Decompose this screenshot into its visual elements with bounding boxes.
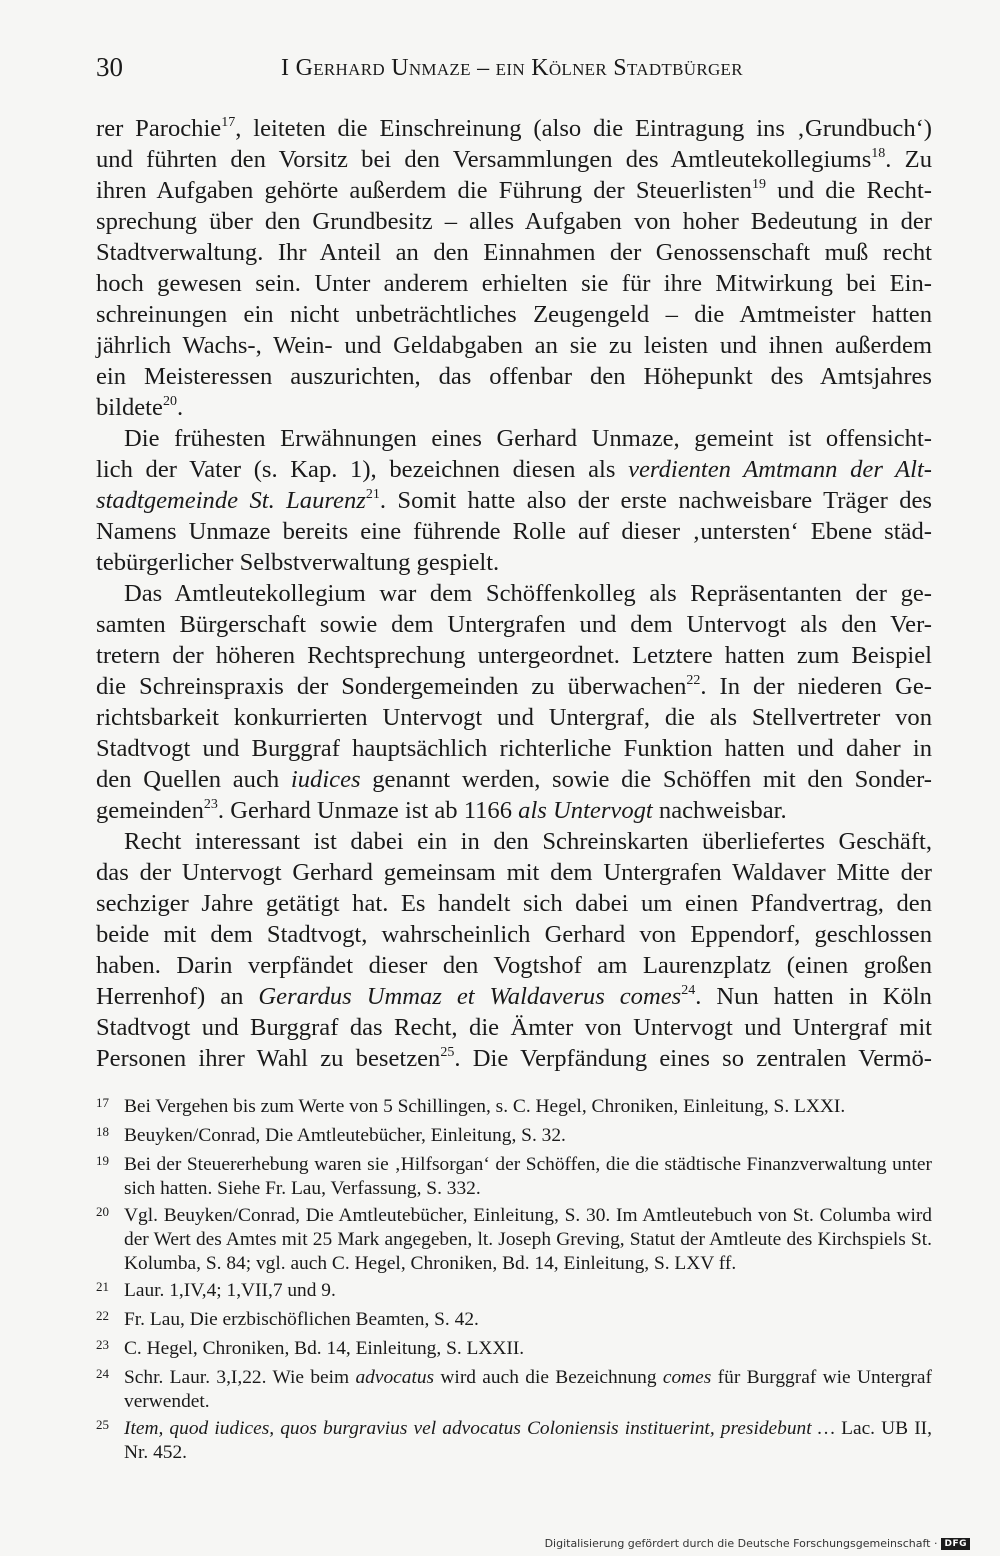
footnote-reference: 21 xyxy=(365,487,380,502)
text-line: ein Meisteressen auszurichten, das offenbar den Höhepunkt des Amtsjahres xyxy=(96,363,932,390)
text-line: gemeinden$^{23}$. Gerhard Unmaze ist ab 1166 als Untervogt nachweisbar. xyxy=(96,797,787,824)
footnote xyxy=(96,1337,932,1363)
text-line: Namens Unmaze bereits eine führende Rolle auf dieser ‚untersten‘ Ebene städ- xyxy=(96,518,932,545)
footnote-reference: 18 xyxy=(871,146,886,161)
text-line: den Quellen auch iudices genannt werden, sowie die Schöffen mit den Sonder- xyxy=(96,766,932,793)
text-line: tebürgerlicher Selbstverwaltung gespielt. xyxy=(96,549,500,576)
italic-text: iudices xyxy=(290,766,361,793)
text-line: samten Bürgerschaft sowie dem Untergrafen und dem Untervogt als den Ver- xyxy=(96,611,932,638)
footnote-number: 18 xyxy=(96,1124,109,1139)
text-line: Die frühesten Erwähnungen eines Gerhard Unmaze, gemeint ist offensicht- xyxy=(124,425,932,452)
footnote-reference: 19 xyxy=(751,177,766,192)
footnote-text: Item, quod iudices, quos burgravius vel advocatus Coloniensis instituerint, presidebunt … Lac. UB II, Nr. 452. xyxy=(124,1418,932,1463)
text-line: die Schreinspraxis der Sondergemeinden zu überwachen$^{22}$. In der niederen Ge- xyxy=(96,673,932,700)
text-line: und führten den Vorsitz bei den Versammlungen des Amtleutekollegiums$^{18}$. Zu xyxy=(96,146,932,173)
footnote-text: Beuyken/Conrad, Die Amtleutebücher, Einleitung, S. 32. xyxy=(124,1125,566,1146)
text-line: hoch gewesen sein. Unter anderem erhielten sie für ihre Mitwirkung bei Ein- xyxy=(96,270,932,297)
footnote-text: C. Hegel, Chroniken, Bd. 14, Einleitung, S. LXXII. xyxy=(124,1338,525,1359)
footnote xyxy=(96,1279,932,1305)
italic-text: Item, quod iudices, quos burgravius vel advocatus Coloniensis instituerint, presidebunt … xyxy=(124,1418,835,1439)
text-line: Recht interessant ist dabei ein in den Schreinskarten überliefertes Geschäft, xyxy=(124,828,932,855)
text-line: jährlich Wachs-, Wein- und Geldabgaben an sie zu leisten und ihnen außerdem xyxy=(96,332,932,359)
text-line: das der Untervogt Gerhard gemeinsam mit dem Untergrafen Waldaver Mitte der xyxy=(96,859,932,886)
footnote xyxy=(96,1366,932,1414)
text-line: Das Amtleutekollegium war dem Schöffenkolleg als Repräsentanten der ge- xyxy=(124,580,932,607)
footnote-text: Vgl. Beuyken/Conrad, Die Amtleutebücher, Einleitung, S. 30. Im Amtleutebuch von St. Columba wird der Wert des Amtes mit 25 Mark angegeben, lt. Joseph Greving, Statut der Amtleute des Kirchspiels St. Kolumba, S. 84; vgl. auch C. Hegel, Chroniken, Bd. 14, Einleitung, S. LXV ff. xyxy=(124,1205,932,1274)
page-number: 30 xyxy=(96,52,123,82)
italic-text: stadtgemeinde St. Laurenz xyxy=(96,487,366,514)
main-text xyxy=(96,113,932,1074)
footnote-number: 22 xyxy=(96,1308,109,1323)
text-line: Personen ihrer Wahl zu besetzen$^{25}$. Die Verpfändung eines so zentralen Vermö- xyxy=(96,1045,932,1072)
credit-text: Digitalisierung gefördert durch die Deutsche Forschungsgemeinschaft · xyxy=(544,1537,938,1550)
footnote-number: 25 xyxy=(96,1417,109,1432)
footnote-reference: 25 xyxy=(440,1045,455,1060)
footnotes xyxy=(96,1095,932,1468)
text-line: sprechung über den Grundbesitz – alles Aufgaben von hoher Bedeutung in der xyxy=(96,208,932,235)
italic-text: Gerardus Ummaz et Waldaverus comes xyxy=(258,983,682,1010)
dfg-logo: DFG xyxy=(941,1538,970,1550)
footnote-text: Bei Vergehen bis zum Werte von 5 Schillingen, s. C. Hegel, Chroniken, Einleitung, S. LXXI. xyxy=(124,1096,846,1117)
text-line: schreinungen ein nicht unbeträchtliches Zeugengeld – die Amtmeister hatten xyxy=(96,301,932,328)
footnote-reference: 17 xyxy=(221,115,236,130)
text-line: sechziger Jahre getätigt hat. Es handelt sich dabei um einen Pfandvertrag, den xyxy=(96,890,932,917)
footnote xyxy=(96,1095,932,1121)
footnote-text: Laur. 1,IV,4; 1,VII,7 und 9. xyxy=(124,1280,336,1301)
footnote-text: Schr. Laur. 3,I,22. Wie beim advocatus wird auch die Bezeichnung comes für Burggraf wie Untergraf verwendet. xyxy=(124,1367,932,1412)
page-header xyxy=(96,50,932,84)
footnote xyxy=(96,1308,932,1334)
text-line: richtsbarkeit konkurrierten Untervogt und Untergraf, die als Stellvertreter von xyxy=(96,704,932,731)
footnote-reference: 20 xyxy=(162,394,177,409)
footnote-reference: 23 xyxy=(203,797,218,812)
footnote-number: 21 xyxy=(96,1279,109,1294)
digitization-credit xyxy=(545,1537,970,1550)
text-line: tretern der höheren Rechtsprechung untergeordnet. Letztere hatten zum Beispiel xyxy=(96,642,932,669)
text-line: bildete$^{20}$. xyxy=(96,394,184,421)
text-line: Stadtvogt und Burggraf das Recht, die Ämter von Untervogt und Untergraf mit xyxy=(96,1014,932,1041)
text-line: Stadtverwaltung. Ihr Anteil an den Einnahmen der Genossenschaft muß recht xyxy=(96,239,932,266)
text-line: lich der Vater (s. Kap. 1), bezeichnen diesen als verdienten Amtmann der Alt- xyxy=(96,456,932,483)
footnote-text: Fr. Lau, Die erzbischöflichen Beamten, S. 42. xyxy=(124,1309,479,1330)
footnote-text: Bei der Steuererhebung waren sie ‚Hilfsorgan‘ der Schöffen, die die städtische Finanzverwaltung unter sich hatten. Siehe Fr. Lau, Verfassung, S. 332. xyxy=(124,1154,932,1199)
text-line: Stadtvogt und Burggraf hauptsächlich richterliche Funktion hatten und daher in xyxy=(96,735,932,762)
italic-text: advocatus xyxy=(355,1367,435,1388)
italic-text: verdienten Amtmann der Alt- xyxy=(628,456,932,483)
text-line: ihren Aufgaben gehörte außerdem die Führung der Steuerlisten$^{19}$ und die Recht- xyxy=(96,177,932,204)
italic-text: als Untervogt xyxy=(518,797,653,824)
footnote-reference: 24 xyxy=(681,983,696,998)
footnote-reference: 22 xyxy=(686,673,701,688)
footnote-number: 17 xyxy=(96,1095,109,1110)
footnote-number: 24 xyxy=(96,1366,109,1381)
text-line: Herrenhof) an Gerardus Ummaz et Waldaverus comes$^{24}$. Nun hatten in Köln xyxy=(96,983,932,1010)
footnote-number: 20 xyxy=(96,1204,109,1219)
footnote-number: 23 xyxy=(96,1337,109,1352)
footnote xyxy=(96,1204,932,1276)
text-line: beide mit dem Stadtvogt, wahrscheinlich Gerhard von Eppendorf, geschlossen xyxy=(96,921,932,948)
text-line: stadtgemeinde St. Laurenz$^{21}$. Somit hatte also der erste nachweisbare Träger des xyxy=(96,487,932,514)
footnote xyxy=(96,1153,932,1201)
footnote xyxy=(96,1417,932,1465)
italic-text: comes xyxy=(662,1367,712,1388)
running-head: I Gerhard Unmaze – ein Kölner Stadtbürger xyxy=(281,55,743,81)
footnote xyxy=(96,1124,932,1150)
text-line: rer Parochie$^{17}$, leiteten die Einschreinung (also die Eintragung ins ‚Grundbuch‘) xyxy=(96,115,932,142)
footnote-number: 19 xyxy=(96,1153,109,1168)
text-line: haben. Darin verpfändet dieser den Vogtshof am Laurenzplatz (einen großen xyxy=(96,952,932,979)
